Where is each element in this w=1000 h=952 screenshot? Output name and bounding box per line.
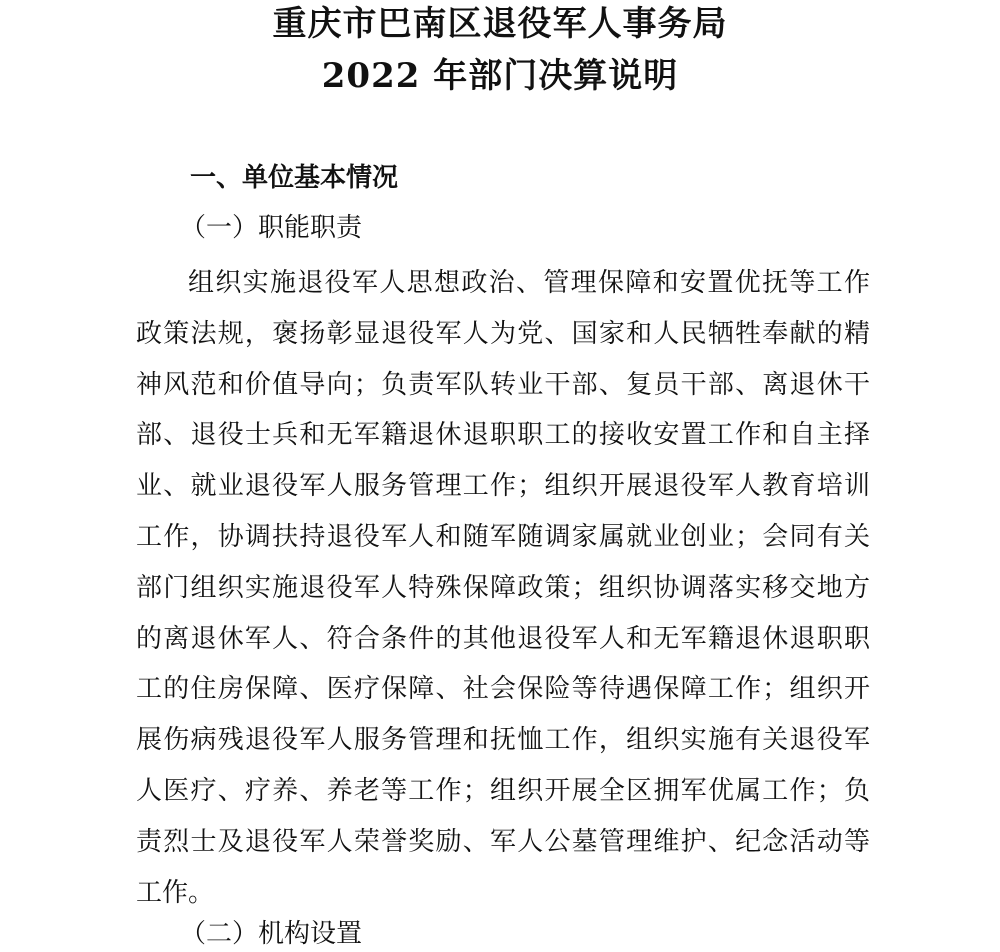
paragraph-line: 的离退休军人、符合条件的其他退役军人和无军籍退休退职职 <box>136 623 870 654</box>
paragraph-line: 业、就业退役军人服务管理工作；组织开展退役军人教育培训 <box>136 471 870 502</box>
paragraph-line: 部、退役士兵和无军籍退休退职职工的接收安置工作和自主择 <box>136 420 870 451</box>
subsection-heading-functions: （一）职能职责 <box>180 213 363 243</box>
paragraph-line: 部门组织实施退役军人特殊保障政策；组织协调落实移交地方 <box>136 572 870 603</box>
paragraph-line: 神风范和价值导向；负责军队转业干部、复员干部、离退休干 <box>136 369 870 400</box>
paragraph-line: 工的住房保障、医疗保障、社会保险等待遇保障工作；组织开 <box>136 674 870 705</box>
paragraph-line: 工作。 <box>136 877 215 908</box>
paragraph-line: 责烈士及退役军人荣誉奖励、军人公墓管理维护、纪念活动等 <box>136 826 870 857</box>
functions-paragraph <box>136 258 870 918</box>
section-heading: 一、单位基本情况 <box>190 163 399 193</box>
paragraph-line: 展伤病残退役军人服务管理和抚恤工作，组织实施有关退役军 <box>136 725 870 756</box>
paragraph-line: 组织实施退役军人思想政治、管理保障和安置优抚等工作 <box>188 268 870 298</box>
paragraph-line: 人医疗、疗养、养老等工作；组织开展全区拥军优属工作；负 <box>136 775 870 806</box>
subsection-heading-organization: （二）机构设置 <box>180 919 363 949</box>
paragraph-line: 政策法规，褒扬彰显退役军人为党、国家和人民牺牲奉献的精 <box>136 318 870 349</box>
document-subtitle: 2022 年部门决算说明 <box>321 56 679 96</box>
document-title: 重庆市巴南区退役军人事务局 <box>272 4 728 44</box>
paragraph-line: 工作，协调扶持退役军人和随军随调家属就业创业；会同有关 <box>136 521 870 552</box>
